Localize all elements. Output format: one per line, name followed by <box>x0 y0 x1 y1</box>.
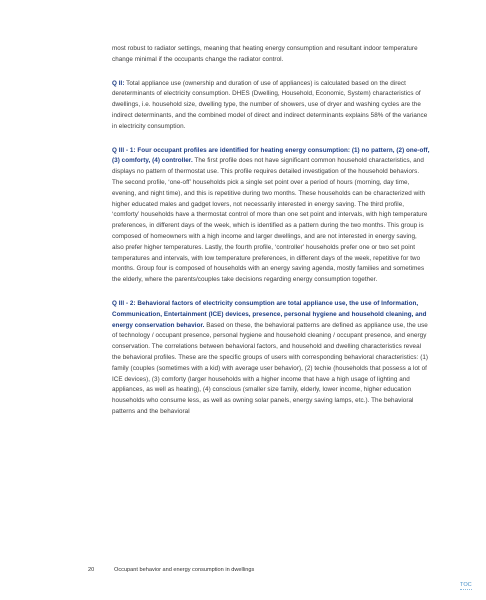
q3-1-text: The first profile does not have significant common household characteristics, and displays no pattern of thermostat use. This profile requires detailed investigation of the household behaviors. The second profile, ‘one-off’ households pick a single set point over a period of hours (morning, day time, evening, and night time), and this is repetitive during two months. These households can be characterized with higher educated males and gadget lovers, not necessarily interested in energy saving. The third profile, ‘comforty’ households have a thermostat control of more than one set point and intervals, with high temperature preferences, in different days of the week, which is identified as a pattern during the two months. This group is composed of homeowners with a high income and larger dwellings, and are not interested in energy saving, also prefer higher temperatures. Lastly, the fourth profile, ‘controller’ households prefer one or two set point temperatures and intervals, with low temperature preferences, in different days of the week, repetitive for two months. Group four is composed of households with an energy saving agenda, mostly families and sometimes the elderly, where the parents/couples take decisions regarding energy consumption together. <box>112 157 428 284</box>
page-footer <box>88 567 254 573</box>
paragraph-q3-1 <box>112 146 430 286</box>
page-number: 20 <box>88 567 95 573</box>
q3-1-heading: Q III - 1: Four occupant profiles are identified for heating energy consumption: (1) no pattern, (2) one-off, (3) comforty, (4) controller. <box>112 146 430 165</box>
paragraph-q2 <box>112 79 430 133</box>
paragraph-q3-2 <box>112 299 430 418</box>
q3-2-heading: Q III - 2: Behavioral factors of electricity consumption are total appliance use, the use of Information, Communication, Entertainment (ICE) devices, presence, personal hygiene and household cleaning, and energy conservation behavior. <box>112 299 427 329</box>
q3-2-text: Based on these, the behavioral patterns are defined as appliance use, the use of technology / occupant presence, personal hygiene and household cleaning / occupant presence, and energy conservation. The correlations between behavioral factors, and household and dwelling characteristics reveal the behavioral profiles. These are the specific groups of users with corresponding behavioral characteristics: (1) family (couples (sometimes with a kid) with average user behavior), (2) techie (households that possess a lot of ICE devices), (3) comforty (larger households with a higher income that have a high usage of lighting and appliances, as well as heating), (4) conscious (smaller size family, elderly, lower income, higher education households who consume less, as well as owning solar panels, energy saving lamps, etc.). The behavioral patterns and the behavioral <box>112 321 429 415</box>
toc-link[interactable]: TOC <box>460 582 472 588</box>
body-text <box>112 44 430 418</box>
q2-text: Total appliance use (ownership and duration of use of appliances) is calculated based on the direct dereterminants of electricity consumption. DHES (Dwelling, Household, Economic, System) characteristics of dwellings, i.e. household size, dwelling type, the number of showers, use of dryer and washing cycles are the indirect determinants, and the combined model of direct and indirect determinants explains 58% of the variance in electricity consumption. <box>112 79 428 130</box>
q2-heading: Q II: <box>112 79 125 87</box>
paragraph-radiator: most robust to radiator settings, meaning that heating energy consumption and resultant indoor temperature change minimal if the occupants change the radiator control. <box>112 45 418 63</box>
running-title: Occupant behavior and energy consumption in dwellings <box>114 567 255 573</box>
